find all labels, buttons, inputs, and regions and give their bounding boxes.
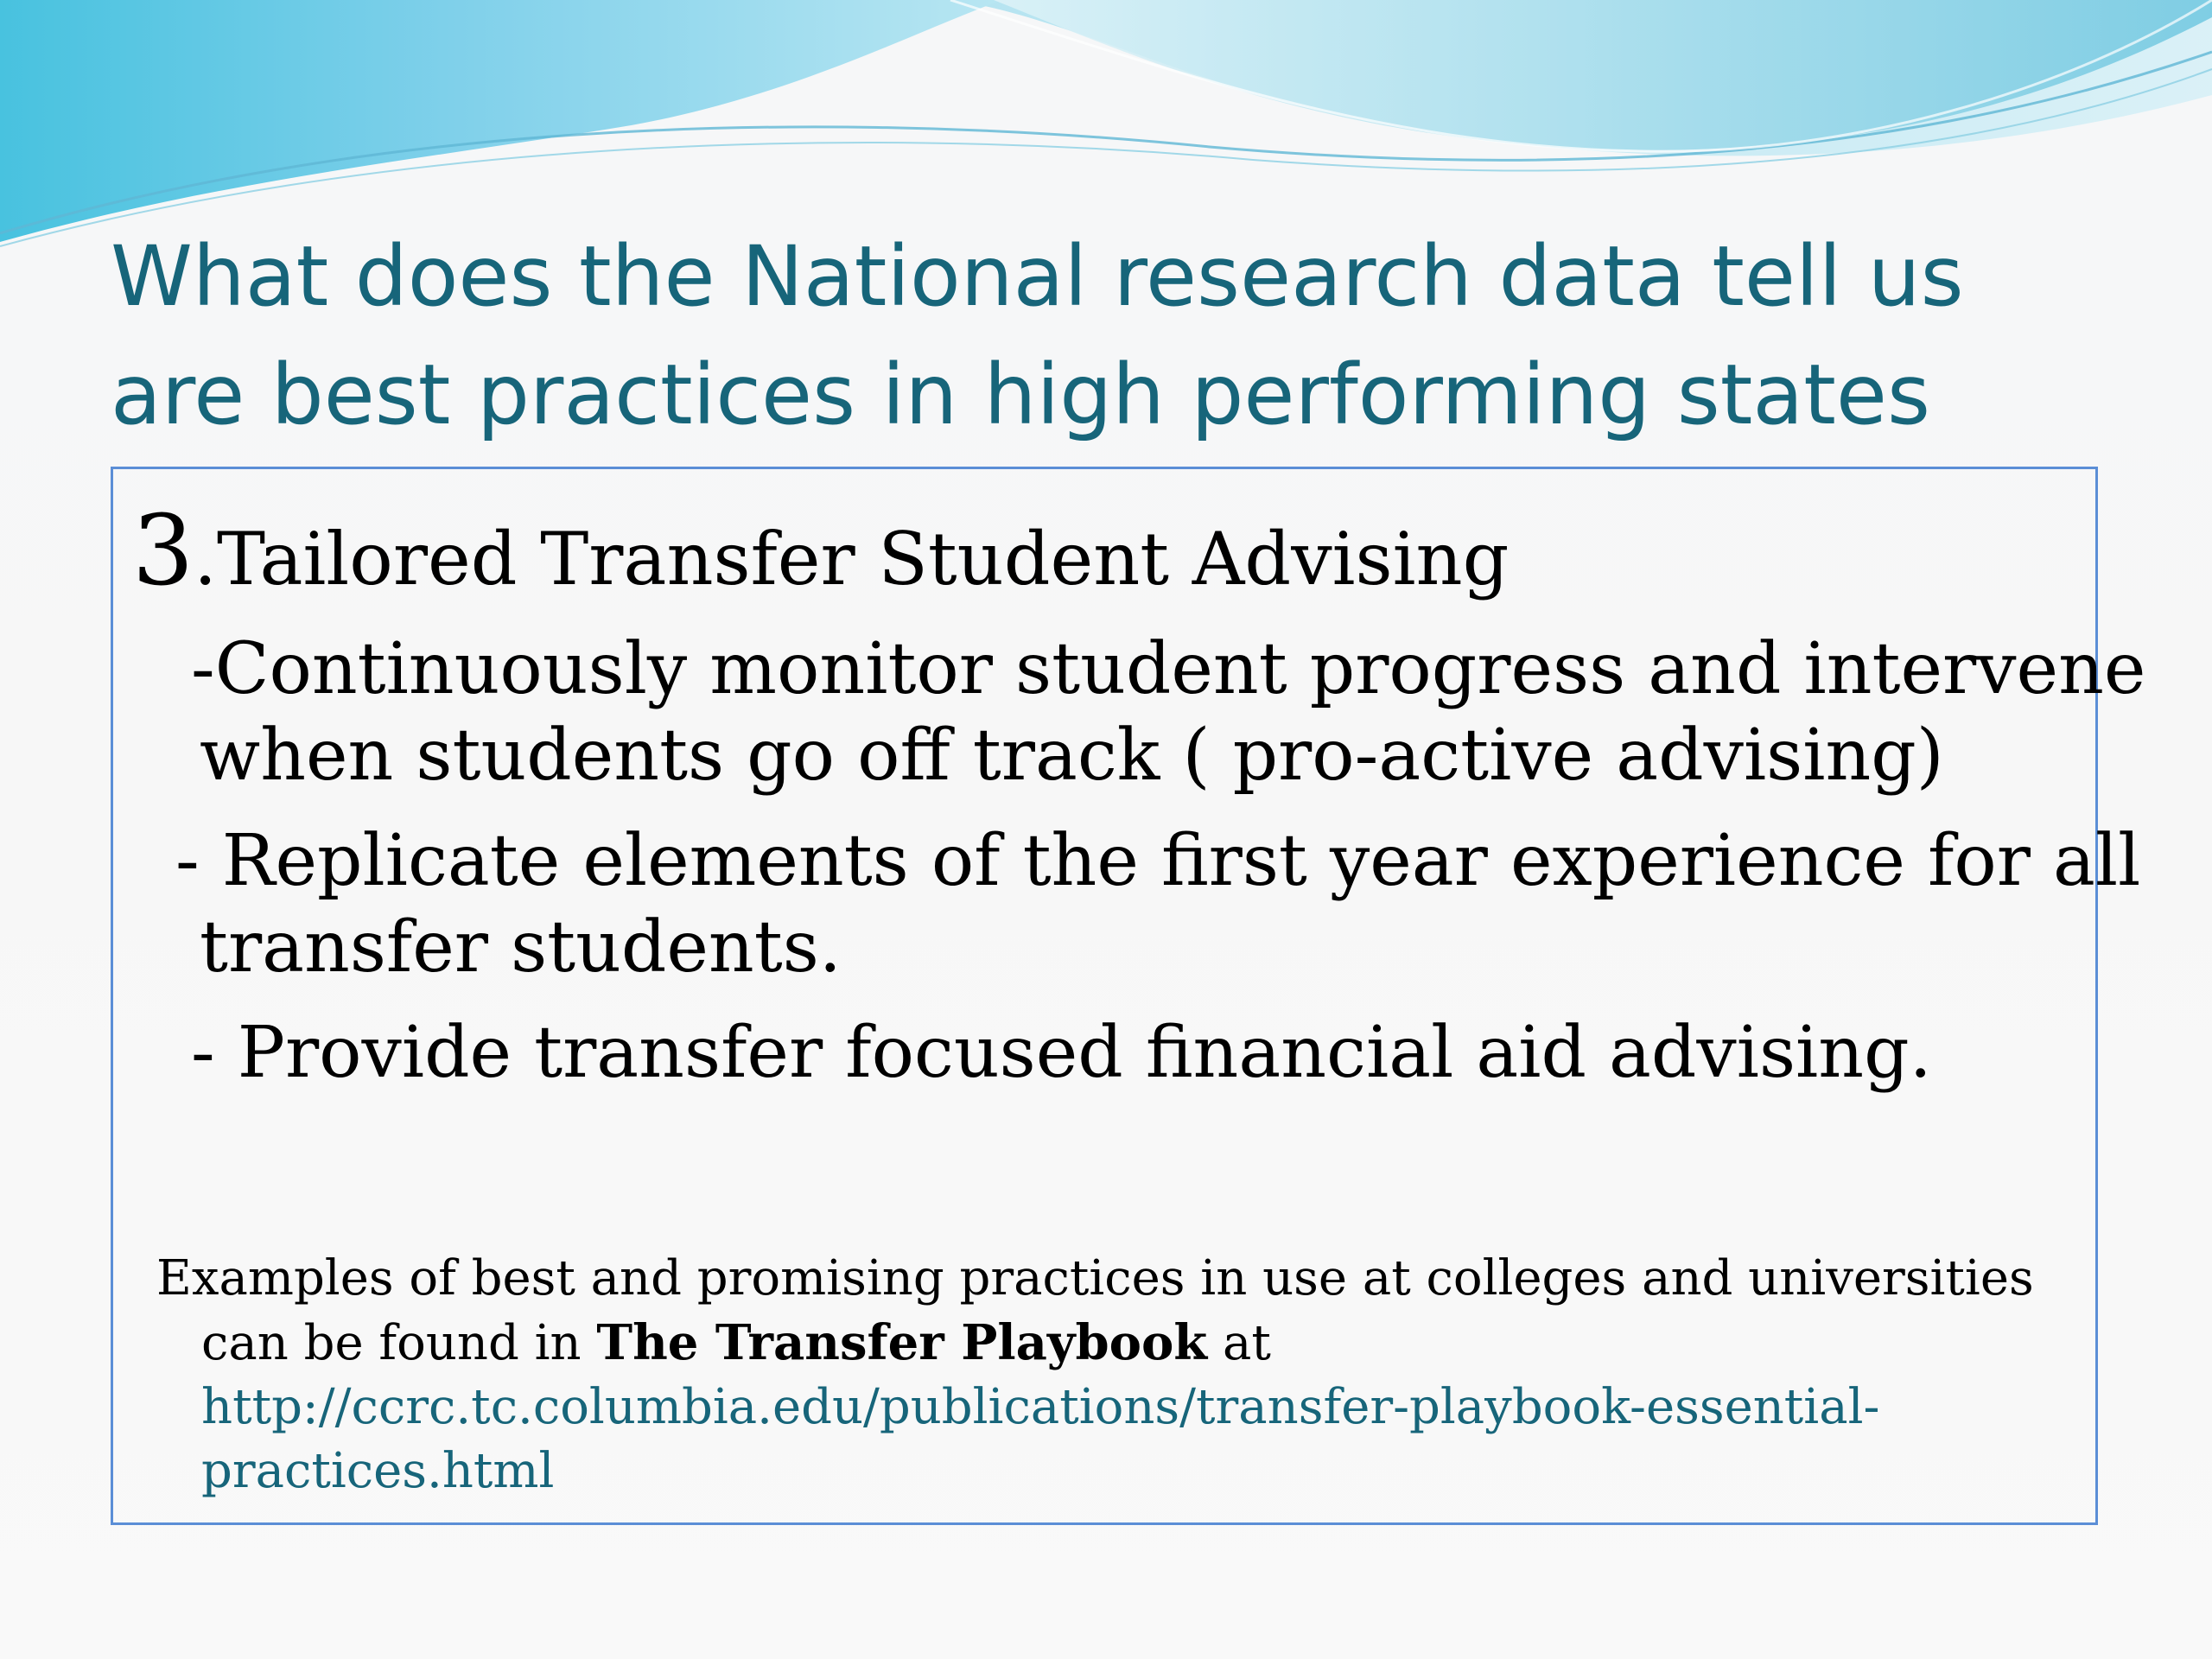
reference-note — [156, 1247, 2057, 1503]
reference-link-line-1[interactable]: http://ccrc.tc.columbia.edu/publications/transfer-playbook-essential- — [201, 1379, 1880, 1435]
bullet-2-line-1: - Replicate elements of the first year experience for all — [175, 820, 2141, 902]
note-line-2 — [156, 1311, 2057, 1376]
book-title: The Transfer Playbook — [596, 1314, 1208, 1371]
content-box — [111, 467, 2146, 1525]
slide-title: What does the National research data tell us are best practices in high performing states — [111, 228, 1964, 443]
reference-link-line-2[interactable]: practices.html — [201, 1443, 555, 1499]
bullet-1-line-2: when students go off track ( pro-active advising) — [200, 715, 1944, 797]
note-prefix: can be found in — [201, 1315, 597, 1371]
note-suffix: at — [1207, 1315, 1271, 1371]
bullet-1-line-1: -Continuously monitor student progress and intervene — [191, 628, 2146, 710]
section-number: 3 — [132, 495, 194, 607]
bullet-3-line-1: - Provide transfer focused financial aid advising. — [191, 1012, 1932, 1094]
reference-link[interactable] — [156, 1376, 2057, 1503]
bullet-2-line-2: transfer students. — [200, 906, 842, 988]
section-heading-text: .Tailored Transfer Student Advising — [194, 517, 1510, 601]
note-line-1: Examples of best and promising practices in use at colleges and universities — [156, 1250, 2034, 1306]
section-heading — [132, 495, 1510, 607]
